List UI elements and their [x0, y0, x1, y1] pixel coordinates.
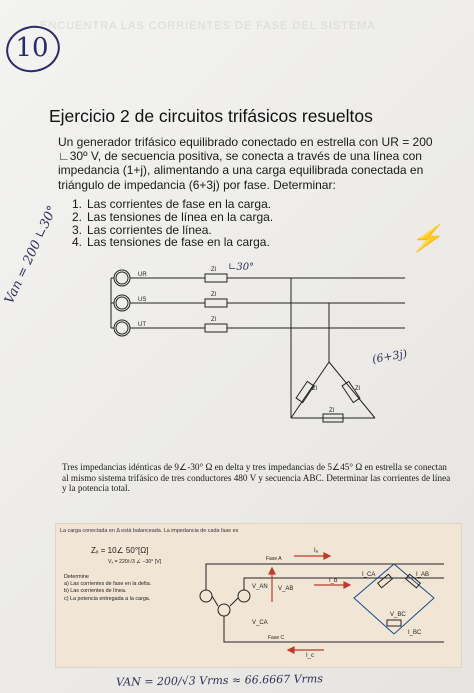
source-a [200, 590, 212, 602]
voltage-vbc-label: V_BC [390, 612, 406, 618]
line-impedance-s [205, 299, 227, 307]
question-item: 1. Las corrientes de fase en la carga. [72, 197, 272, 211]
determine-label: Determine [64, 574, 89, 580]
handwritten-right-note: ⚡ [410, 224, 443, 254]
question-item: 4. Las tensiones de fase en la carga. [72, 235, 270, 250]
figure-2-panel [55, 523, 462, 668]
source-label-us: US [138, 297, 147, 303]
page-number-text: 10 [15, 33, 49, 63]
page-number-handwritten [4, 26, 60, 70]
source-label-ut: UT [138, 322, 146, 328]
intro-paragraph: Un generador trifásico equilibrado conectado en estrella con UR = 200 ∟30º V, de secuencia positiva, se conecta a través de una línea con impedancia (1+j), alimentando a una carga equilibrada conectada en triángulo de impedancia (6+3j) por fase. Determinar: [58, 135, 433, 192]
impedance-label: Zl [355, 386, 360, 392]
figure-2-title: La carga conectada en Δ está balanceada. La impedancia de cada fase es [60, 528, 239, 534]
source-us [111, 295, 130, 311]
phase-a-label: Fase A [266, 556, 282, 562]
handwritten-side-note: Van = 200 ∟30° [2, 203, 61, 307]
page-number-circle [2, 21, 64, 77]
question-list [72, 198, 273, 249]
figure-2-formula: Vₓ = 220/√3 ∠ −30° [V] [108, 559, 162, 565]
handwritten-bottom-note: VAN = 200/√3 Vrms ≈ 66.6667 Vrms [115, 672, 324, 689]
line-impedance-r [205, 274, 227, 282]
handwritten-arrow-note: ∟30° [228, 262, 255, 273]
current-ia-label: Iₐ [314, 548, 318, 554]
three-phase-circuit-diagram [105, 262, 425, 442]
impedance-label: Zl [211, 317, 216, 323]
current-ib-label: I_b [329, 578, 338, 584]
source-ur [111, 270, 130, 286]
question-item: 2. Las tensiones de línea en la carga. [72, 209, 274, 224]
figure-2-item: a) Las corrientes de fase en la delta. [64, 581, 152, 588]
impedance-label: Zl [211, 267, 216, 273]
source-b [218, 604, 230, 616]
source-ut [111, 320, 130, 336]
current-ic-label: I_c [306, 653, 315, 659]
figure-2-questions [64, 574, 151, 603]
current-iab-label: I_AB [416, 572, 430, 578]
bleed-through-text: ENCUENTRA LAS CORRIENTES DE FASE DEL SISTEMA [40, 20, 376, 32]
figure-2-impedance: Zₓ = 10∠ 50°[Ω] [91, 546, 149, 555]
voltage-van-label: V_AN [252, 584, 268, 590]
impedance-label: Zl [329, 408, 334, 414]
voltage-vca-label: V_CA [252, 620, 268, 626]
figure-2-circuit [194, 538, 456, 662]
line-impedance-t [205, 324, 227, 332]
current-ibc-label: I_BC [408, 630, 422, 636]
figure-2-item: b) Las corrientes de línea. [64, 588, 127, 595]
source-c [238, 590, 250, 602]
page-title: Ejercicio 2 de circuitos trifásicos resueltos [49, 106, 373, 126]
problem-2-text: Tres impedancias idénticas de 9∠-30° Ω en delta y tres impedancias de 5∠45° Ω en estrella se conectan al mismo sistema trifásico de tres conductores 480 V y secuencia ABC. Determinar las corrientes de línea y la potencia total. [62, 462, 451, 494]
current-ica-label: I_CA [362, 572, 376, 578]
handwritten-mid-note: (6+3j) [371, 347, 409, 366]
source-label-ur: UR [138, 272, 147, 278]
phase-c-label: Fase C [268, 635, 285, 641]
impedance-label: Zl [312, 386, 317, 392]
figure-2-item: c) La potencia entregada a la carga. [64, 595, 151, 602]
question-item: 3. Las corrientes de línea. [72, 222, 212, 237]
impedance-label: Zl [211, 292, 216, 298]
voltage-vab-label: V_AB [278, 586, 294, 592]
